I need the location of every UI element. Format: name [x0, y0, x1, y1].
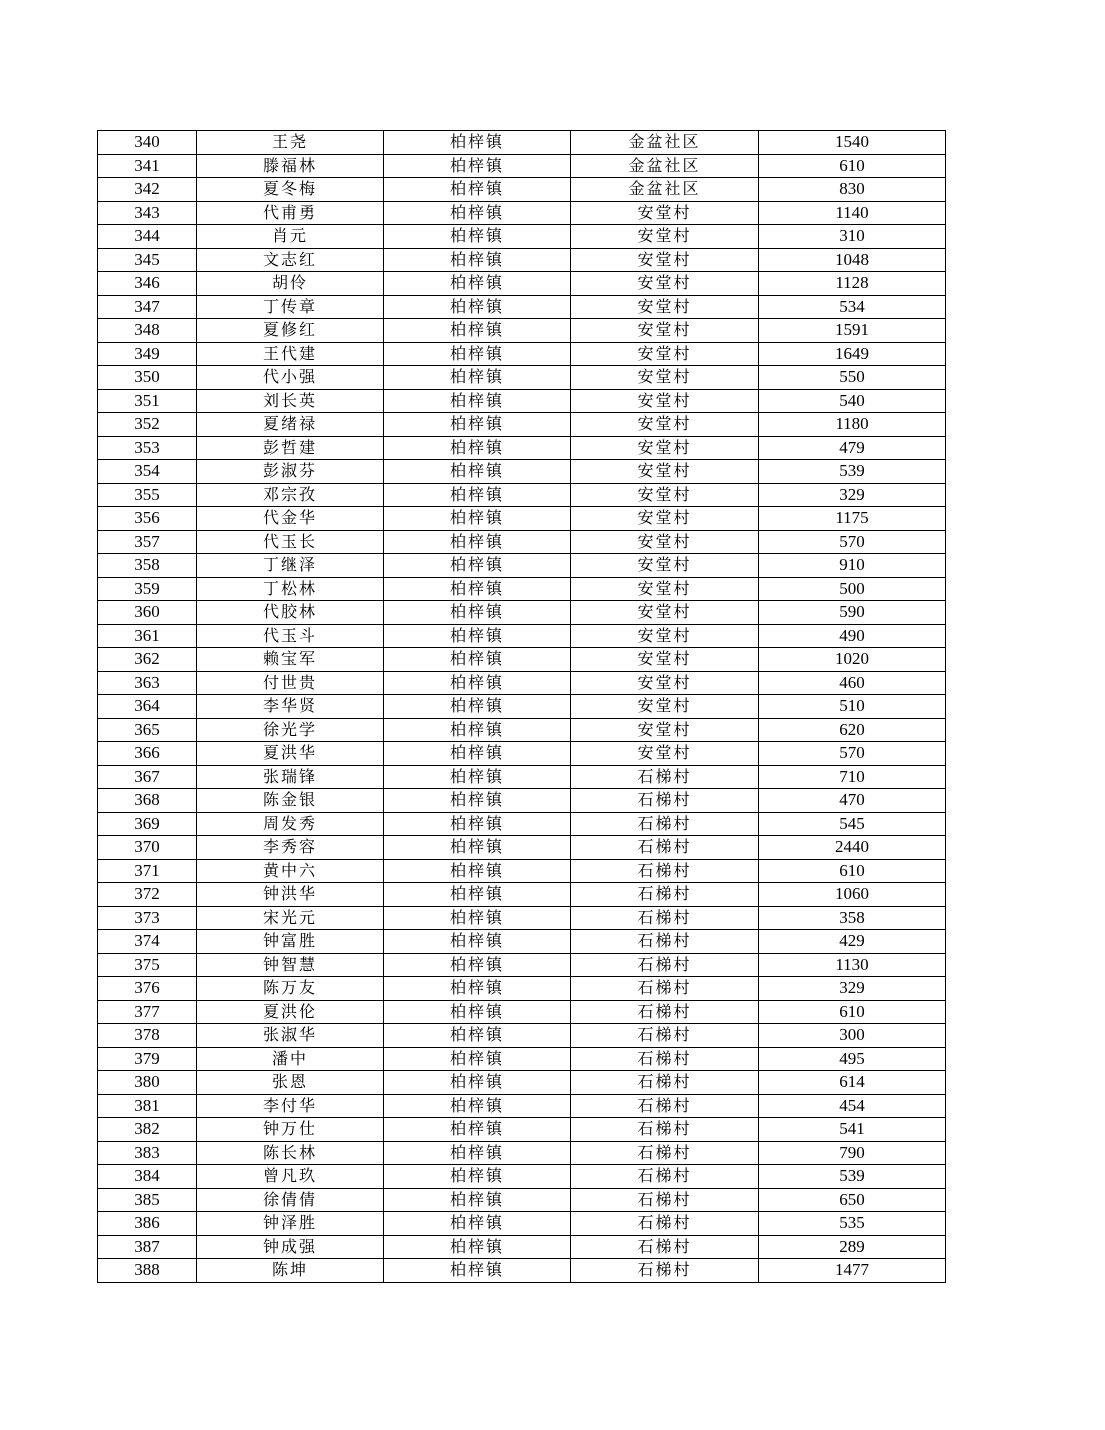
town-cell: 柏梓镇 — [384, 789, 571, 813]
seq-cell: 355 — [98, 483, 197, 507]
table-row — [98, 906, 946, 930]
amount-cell: 541 — [759, 1118, 946, 1142]
name-cell: 邓宗孜 — [197, 483, 384, 507]
village-cell: 安堂村 — [571, 530, 759, 554]
village-cell: 石梯村 — [571, 1047, 759, 1071]
town-cell: 柏梓镇 — [384, 272, 571, 296]
amount-cell: 1140 — [759, 201, 946, 225]
seq-cell: 365 — [98, 718, 197, 742]
town-cell: 柏梓镇 — [384, 812, 571, 836]
amount-cell: 790 — [759, 1141, 946, 1165]
town-cell: 柏梓镇 — [384, 718, 571, 742]
village-cell: 安堂村 — [571, 436, 759, 460]
amount-cell: 830 — [759, 178, 946, 202]
town-cell: 柏梓镇 — [384, 1141, 571, 1165]
table-row — [98, 413, 946, 437]
seq-cell: 348 — [98, 319, 197, 343]
name-cell: 夏绪禄 — [197, 413, 384, 437]
table-row — [98, 1047, 946, 1071]
town-cell: 柏梓镇 — [384, 389, 571, 413]
amount-cell: 300 — [759, 1024, 946, 1048]
name-cell: 曾凡玖 — [197, 1165, 384, 1189]
village-cell: 安堂村 — [571, 366, 759, 390]
table-row — [98, 1259, 946, 1283]
seq-cell: 354 — [98, 460, 197, 484]
seq-cell: 374 — [98, 930, 197, 954]
table-row — [98, 1141, 946, 1165]
table-row — [98, 1000, 946, 1024]
seq-cell: 364 — [98, 695, 197, 719]
town-cell: 柏梓镇 — [384, 577, 571, 601]
town-cell: 柏梓镇 — [384, 460, 571, 484]
town-cell: 柏梓镇 — [384, 648, 571, 672]
town-cell: 柏梓镇 — [384, 742, 571, 766]
town-cell: 柏梓镇 — [384, 836, 571, 860]
seq-cell: 367 — [98, 765, 197, 789]
village-cell: 安堂村 — [571, 272, 759, 296]
town-cell: 柏梓镇 — [384, 953, 571, 977]
amount-cell: 495 — [759, 1047, 946, 1071]
village-cell: 石梯村 — [571, 1235, 759, 1259]
name-cell: 张恩 — [197, 1071, 384, 1095]
village-cell: 安堂村 — [571, 577, 759, 601]
table-row — [98, 601, 946, 625]
table-row — [98, 507, 946, 531]
table-row — [98, 789, 946, 813]
village-cell: 石梯村 — [571, 1188, 759, 1212]
amount-cell: 289 — [759, 1235, 946, 1259]
table-row — [98, 812, 946, 836]
amount-cell: 550 — [759, 366, 946, 390]
name-cell: 钟万仕 — [197, 1118, 384, 1142]
table-row — [98, 460, 946, 484]
name-cell: 肖元 — [197, 225, 384, 249]
name-cell: 胡伶 — [197, 272, 384, 296]
table-row — [98, 624, 946, 648]
data-table — [97, 130, 946, 1283]
name-cell: 赖宝军 — [197, 648, 384, 672]
amount-cell: 534 — [759, 295, 946, 319]
seq-cell: 350 — [98, 366, 197, 390]
amount-cell: 610 — [759, 859, 946, 883]
table-row — [98, 977, 946, 1001]
town-cell: 柏梓镇 — [384, 624, 571, 648]
table-row — [98, 178, 946, 202]
town-cell: 柏梓镇 — [384, 366, 571, 390]
amount-cell: 710 — [759, 765, 946, 789]
name-cell: 付世贵 — [197, 671, 384, 695]
town-cell: 柏梓镇 — [384, 225, 571, 249]
name-cell: 代胶林 — [197, 601, 384, 625]
village-cell: 安堂村 — [571, 295, 759, 319]
village-cell: 石梯村 — [571, 1118, 759, 1142]
village-cell: 石梯村 — [571, 1024, 759, 1048]
amount-cell: 1180 — [759, 413, 946, 437]
village-cell: 金盆社区 — [571, 178, 759, 202]
name-cell: 徐倩倩 — [197, 1188, 384, 1212]
seq-cell: 375 — [98, 953, 197, 977]
name-cell: 文志红 — [197, 248, 384, 272]
table-row — [98, 201, 946, 225]
amount-cell: 1128 — [759, 272, 946, 296]
amount-cell: 910 — [759, 554, 946, 578]
name-cell: 夏冬梅 — [197, 178, 384, 202]
table-row — [98, 648, 946, 672]
name-cell: 刘长英 — [197, 389, 384, 413]
amount-cell: 650 — [759, 1188, 946, 1212]
seq-cell: 344 — [98, 225, 197, 249]
table-row — [98, 1212, 946, 1236]
amount-cell: 1591 — [759, 319, 946, 343]
table-row — [98, 295, 946, 319]
town-cell: 柏梓镇 — [384, 1047, 571, 1071]
town-cell: 柏梓镇 — [384, 154, 571, 178]
table-row — [98, 953, 946, 977]
town-cell: 柏梓镇 — [384, 977, 571, 1001]
seq-cell: 378 — [98, 1024, 197, 1048]
table-row — [98, 695, 946, 719]
seq-cell: 353 — [98, 436, 197, 460]
town-cell: 柏梓镇 — [384, 178, 571, 202]
amount-cell: 429 — [759, 930, 946, 954]
village-cell: 安堂村 — [571, 460, 759, 484]
village-cell: 安堂村 — [571, 507, 759, 531]
town-cell: 柏梓镇 — [384, 554, 571, 578]
seq-cell: 382 — [98, 1118, 197, 1142]
town-cell: 柏梓镇 — [384, 601, 571, 625]
table-row — [98, 859, 946, 883]
table-row — [98, 436, 946, 460]
town-cell: 柏梓镇 — [384, 413, 571, 437]
village-cell: 安堂村 — [571, 389, 759, 413]
seq-cell: 349 — [98, 342, 197, 366]
name-cell: 王代建 — [197, 342, 384, 366]
town-cell: 柏梓镇 — [384, 1259, 571, 1283]
amount-cell: 460 — [759, 671, 946, 695]
seq-cell: 360 — [98, 601, 197, 625]
name-cell: 陈长林 — [197, 1141, 384, 1165]
name-cell: 陈金银 — [197, 789, 384, 813]
town-cell: 柏梓镇 — [384, 883, 571, 907]
town-cell: 柏梓镇 — [384, 1071, 571, 1095]
name-cell: 钟智慧 — [197, 953, 384, 977]
town-cell: 柏梓镇 — [384, 131, 571, 155]
amount-cell: 500 — [759, 577, 946, 601]
village-cell: 安堂村 — [571, 624, 759, 648]
seq-cell: 372 — [98, 883, 197, 907]
seq-cell: 383 — [98, 1141, 197, 1165]
name-cell: 李华贤 — [197, 695, 384, 719]
village-cell: 金盆社区 — [571, 131, 759, 155]
table-row — [98, 765, 946, 789]
amount-cell: 510 — [759, 695, 946, 719]
table-row — [98, 930, 946, 954]
name-cell: 彭淑芬 — [197, 460, 384, 484]
seq-cell: 379 — [98, 1047, 197, 1071]
seq-cell: 363 — [98, 671, 197, 695]
name-cell: 王尧 — [197, 131, 384, 155]
name-cell: 徐光学 — [197, 718, 384, 742]
town-cell: 柏梓镇 — [384, 1024, 571, 1048]
village-cell: 石梯村 — [571, 1000, 759, 1024]
name-cell: 彭哲建 — [197, 436, 384, 460]
table-row — [98, 131, 946, 155]
name-cell: 夏洪华 — [197, 742, 384, 766]
document-page — [97, 130, 945, 1283]
name-cell: 李付华 — [197, 1094, 384, 1118]
name-cell: 夏洪伦 — [197, 1000, 384, 1024]
village-cell: 安堂村 — [571, 742, 759, 766]
village-cell: 石梯村 — [571, 1212, 759, 1236]
name-cell: 钟泽胜 — [197, 1212, 384, 1236]
seq-cell: 340 — [98, 131, 197, 155]
seq-cell: 368 — [98, 789, 197, 813]
table-row — [98, 1118, 946, 1142]
seq-cell: 361 — [98, 624, 197, 648]
town-cell: 柏梓镇 — [384, 507, 571, 531]
seq-cell: 357 — [98, 530, 197, 554]
table-row — [98, 671, 946, 695]
amount-cell: 545 — [759, 812, 946, 836]
name-cell: 钟富胜 — [197, 930, 384, 954]
amount-cell: 535 — [759, 1212, 946, 1236]
amount-cell: 570 — [759, 530, 946, 554]
village-cell: 安堂村 — [571, 648, 759, 672]
seq-cell: 342 — [98, 178, 197, 202]
name-cell: 宋光元 — [197, 906, 384, 930]
name-cell: 代玉长 — [197, 530, 384, 554]
table-row — [98, 389, 946, 413]
table-row — [98, 483, 946, 507]
village-cell: 安堂村 — [571, 718, 759, 742]
seq-cell: 341 — [98, 154, 197, 178]
name-cell: 陈万友 — [197, 977, 384, 1001]
table-row — [98, 718, 946, 742]
town-cell: 柏梓镇 — [384, 1188, 571, 1212]
amount-cell: 479 — [759, 436, 946, 460]
seq-cell: 347 — [98, 295, 197, 319]
town-cell: 柏梓镇 — [384, 695, 571, 719]
table-row — [98, 836, 946, 860]
table-row — [98, 225, 946, 249]
village-cell: 安堂村 — [571, 671, 759, 695]
amount-cell: 1477 — [759, 1259, 946, 1283]
amount-cell: 490 — [759, 624, 946, 648]
village-cell: 石梯村 — [571, 1141, 759, 1165]
amount-cell: 590 — [759, 601, 946, 625]
village-cell: 安堂村 — [571, 201, 759, 225]
amount-cell: 329 — [759, 977, 946, 1001]
village-cell: 石梯村 — [571, 765, 759, 789]
name-cell: 滕福林 — [197, 154, 384, 178]
table-row — [98, 1071, 946, 1095]
seq-cell: 384 — [98, 1165, 197, 1189]
town-cell: 柏梓镇 — [384, 436, 571, 460]
town-cell: 柏梓镇 — [384, 1118, 571, 1142]
name-cell: 潘中 — [197, 1047, 384, 1071]
town-cell: 柏梓镇 — [384, 201, 571, 225]
village-cell: 安堂村 — [571, 695, 759, 719]
amount-cell: 610 — [759, 154, 946, 178]
table-row — [98, 342, 946, 366]
village-cell: 石梯村 — [571, 977, 759, 1001]
town-cell: 柏梓镇 — [384, 295, 571, 319]
seq-cell: 388 — [98, 1259, 197, 1283]
amount-cell: 329 — [759, 483, 946, 507]
table-row — [98, 742, 946, 766]
amount-cell: 539 — [759, 1165, 946, 1189]
seq-cell: 373 — [98, 906, 197, 930]
village-cell: 金盆社区 — [571, 154, 759, 178]
seq-cell: 386 — [98, 1212, 197, 1236]
name-cell: 代甫勇 — [197, 201, 384, 225]
town-cell: 柏梓镇 — [384, 859, 571, 883]
name-cell: 丁传章 — [197, 295, 384, 319]
amount-cell: 1048 — [759, 248, 946, 272]
name-cell: 钟成强 — [197, 1235, 384, 1259]
seq-cell: 381 — [98, 1094, 197, 1118]
name-cell: 张瑞锋 — [197, 765, 384, 789]
seq-cell: 358 — [98, 554, 197, 578]
seq-cell: 343 — [98, 201, 197, 225]
amount-cell: 454 — [759, 1094, 946, 1118]
village-cell: 石梯村 — [571, 1259, 759, 1283]
seq-cell: 370 — [98, 836, 197, 860]
town-cell: 柏梓镇 — [384, 765, 571, 789]
table-row — [98, 1188, 946, 1212]
name-cell: 周发秀 — [197, 812, 384, 836]
table-row — [98, 554, 946, 578]
village-cell: 石梯村 — [571, 812, 759, 836]
table-row — [98, 366, 946, 390]
town-cell: 柏梓镇 — [384, 1000, 571, 1024]
seq-cell: 359 — [98, 577, 197, 601]
table-row — [98, 319, 946, 343]
name-cell: 张淑华 — [197, 1024, 384, 1048]
name-cell: 丁松林 — [197, 577, 384, 601]
village-cell: 石梯村 — [571, 1071, 759, 1095]
name-cell: 陈坤 — [197, 1259, 384, 1283]
table-row — [98, 272, 946, 296]
town-cell: 柏梓镇 — [384, 1235, 571, 1259]
seq-cell: 380 — [98, 1071, 197, 1095]
village-cell: 安堂村 — [571, 225, 759, 249]
town-cell: 柏梓镇 — [384, 319, 571, 343]
table-row — [98, 248, 946, 272]
table-row — [98, 1024, 946, 1048]
table-row — [98, 154, 946, 178]
seq-cell: 351 — [98, 389, 197, 413]
seq-cell: 345 — [98, 248, 197, 272]
seq-cell: 371 — [98, 859, 197, 883]
table-row — [98, 1235, 946, 1259]
table-row — [98, 1094, 946, 1118]
amount-cell: 539 — [759, 460, 946, 484]
amount-cell: 310 — [759, 225, 946, 249]
seq-cell: 346 — [98, 272, 197, 296]
amount-cell: 540 — [759, 389, 946, 413]
amount-cell: 1060 — [759, 883, 946, 907]
village-cell: 安堂村 — [571, 319, 759, 343]
seq-cell: 385 — [98, 1188, 197, 1212]
table-body — [98, 131, 946, 1283]
town-cell: 柏梓镇 — [384, 483, 571, 507]
town-cell: 柏梓镇 — [384, 906, 571, 930]
amount-cell: 620 — [759, 718, 946, 742]
name-cell: 代金华 — [197, 507, 384, 531]
name-cell: 代小强 — [197, 366, 384, 390]
village-cell: 安堂村 — [571, 248, 759, 272]
village-cell: 石梯村 — [571, 930, 759, 954]
village-cell: 石梯村 — [571, 906, 759, 930]
amount-cell: 610 — [759, 1000, 946, 1024]
seq-cell: 352 — [98, 413, 197, 437]
village-cell: 安堂村 — [571, 483, 759, 507]
village-cell: 石梯村 — [571, 836, 759, 860]
table-row — [98, 577, 946, 601]
name-cell: 代玉斗 — [197, 624, 384, 648]
town-cell: 柏梓镇 — [384, 671, 571, 695]
seq-cell: 356 — [98, 507, 197, 531]
name-cell: 李秀容 — [197, 836, 384, 860]
amount-cell: 1130 — [759, 953, 946, 977]
amount-cell: 1020 — [759, 648, 946, 672]
village-cell: 安堂村 — [571, 342, 759, 366]
amount-cell: 570 — [759, 742, 946, 766]
amount-cell: 1175 — [759, 507, 946, 531]
amount-cell: 358 — [759, 906, 946, 930]
seq-cell: 362 — [98, 648, 197, 672]
village-cell: 安堂村 — [571, 554, 759, 578]
name-cell: 黄中六 — [197, 859, 384, 883]
village-cell: 石梯村 — [571, 1094, 759, 1118]
town-cell: 柏梓镇 — [384, 530, 571, 554]
village-cell: 石梯村 — [571, 859, 759, 883]
village-cell: 安堂村 — [571, 601, 759, 625]
table-row — [98, 530, 946, 554]
seq-cell: 387 — [98, 1235, 197, 1259]
village-cell: 石梯村 — [571, 883, 759, 907]
village-cell: 石梯村 — [571, 1165, 759, 1189]
table-row — [98, 1165, 946, 1189]
village-cell: 石梯村 — [571, 789, 759, 813]
town-cell: 柏梓镇 — [384, 1212, 571, 1236]
amount-cell: 470 — [759, 789, 946, 813]
town-cell: 柏梓镇 — [384, 248, 571, 272]
village-cell: 石梯村 — [571, 953, 759, 977]
town-cell: 柏梓镇 — [384, 1165, 571, 1189]
name-cell: 钟洪华 — [197, 883, 384, 907]
amount-cell: 614 — [759, 1071, 946, 1095]
seq-cell: 366 — [98, 742, 197, 766]
amount-cell: 1649 — [759, 342, 946, 366]
amount-cell: 1540 — [759, 131, 946, 155]
town-cell: 柏梓镇 — [384, 930, 571, 954]
village-cell: 安堂村 — [571, 413, 759, 437]
town-cell: 柏梓镇 — [384, 1094, 571, 1118]
seq-cell: 369 — [98, 812, 197, 836]
amount-cell: 2440 — [759, 836, 946, 860]
table-row — [98, 883, 946, 907]
seq-cell: 376 — [98, 977, 197, 1001]
name-cell: 丁继泽 — [197, 554, 384, 578]
name-cell: 夏修红 — [197, 319, 384, 343]
town-cell: 柏梓镇 — [384, 342, 571, 366]
seq-cell: 377 — [98, 1000, 197, 1024]
